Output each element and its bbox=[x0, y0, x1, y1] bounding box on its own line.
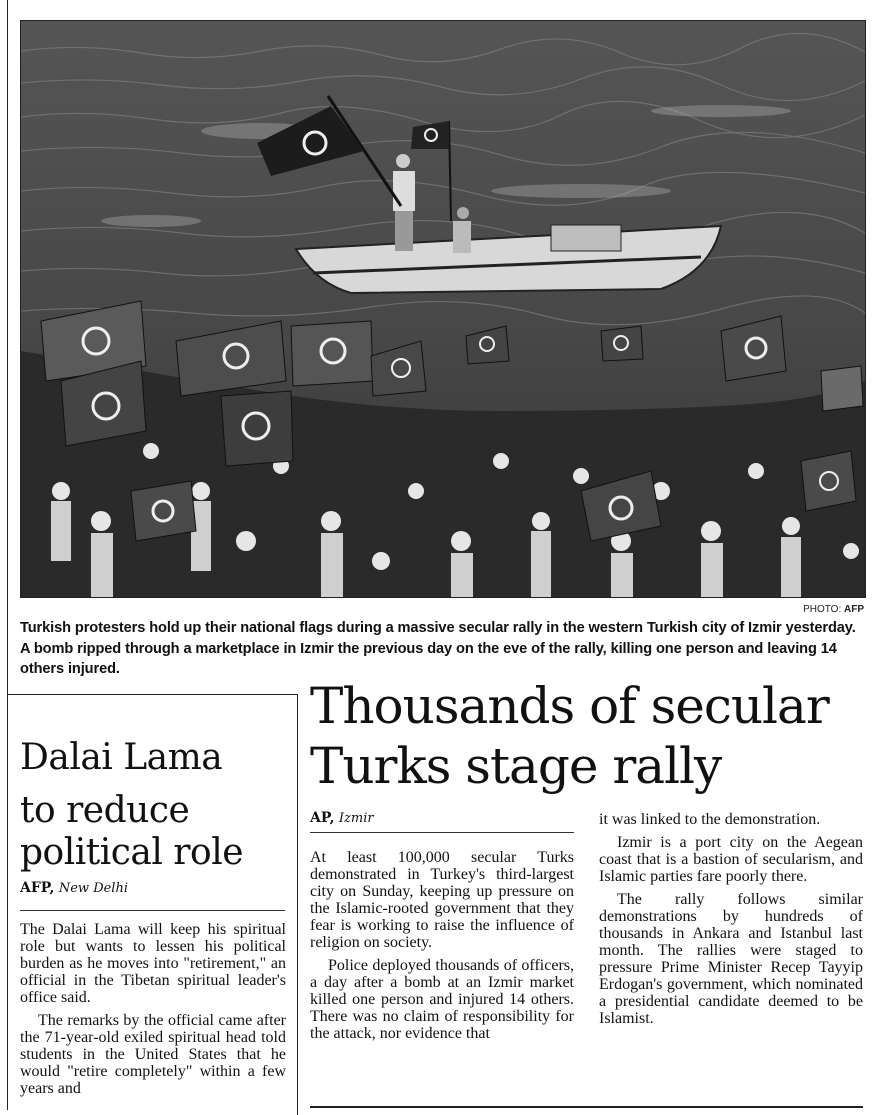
photo-credit-source: AFP bbox=[844, 604, 864, 615]
side-story-headline-line2: to reduce political role bbox=[20, 790, 244, 873]
main-story-rule bbox=[310, 832, 574, 833]
photo-credit-prefix: PHOTO: bbox=[803, 604, 842, 615]
main-story-paragraph: Izmir is a port city on the Aegean coast that is a bastion of secularism, and Islamic parties fare poorly there. bbox=[599, 834, 863, 885]
side-story-byline bbox=[20, 880, 128, 896]
side-story-headline-line1: Dalai Lama bbox=[20, 737, 223, 778]
main-story-column-2 bbox=[599, 811, 863, 1027]
side-story-dateline: New Delhi bbox=[58, 881, 128, 896]
main-story-column-1 bbox=[310, 849, 574, 1042]
main-story-paragraph: At least 100,000 secular Turks demonstrated in Turkey's third-largest city on Sunday, keeping up pressure on the Islamic-rooted government that they fear is working to raise the influence of religion on society. bbox=[310, 849, 574, 951]
photo-illustration bbox=[21, 21, 865, 597]
photo-caption: Turkish protesters hold up their national flags during a massive secular rally in the western Turkish city of Izmir yesterday. A bomb ripped through a marketplace in Izmir the previous day on the eve of the rally, killing one person and leaving 14 others injured. bbox=[20, 620, 856, 677]
side-story-paragraph: The Dalai Lama will keep his spiritual role but wants to lessen his political burden as he moves into "retirement," an official in the Tibetan spiritual leader's office said. bbox=[20, 921, 286, 1006]
main-headline: Thousands of secular Turks stage rally bbox=[310, 677, 829, 795]
rally-photo bbox=[20, 20, 866, 598]
main-story-paragraph: Police deployed thousands of officers, a day after a bomb at an Izmir market killed one person and injured 14 others. There was no claim of responsibility for the attack, nor evidence that bbox=[310, 957, 574, 1042]
side-story-agency: AFP, bbox=[20, 880, 55, 896]
main-story-byline bbox=[310, 810, 374, 826]
side-story-paragraph: The remarks by the official came after the 71-year-old exiled spiritual head told students in the United States that he would "retire completely" within a few years and bbox=[20, 1012, 286, 1097]
side-story-body bbox=[20, 921, 286, 1097]
main-story-dateline: Izmir bbox=[338, 811, 374, 826]
side-story-rule bbox=[20, 910, 285, 911]
main-story-paragraph: it was linked to the demonstration. bbox=[599, 811, 821, 828]
main-story-paragraph: The rally follows similar demonstrations by hundreds of thousands in Ankara and Istanbul last month. The rallies were staged to pressure Prime Minister Recep Tayyip Erdogan's government, which nominated a presidential candidate deemed to be Islamist. bbox=[599, 891, 863, 1027]
bottom-rule bbox=[310, 1106, 863, 1108]
photo-credit bbox=[803, 604, 864, 615]
main-story-agency: AP, bbox=[310, 810, 335, 826]
